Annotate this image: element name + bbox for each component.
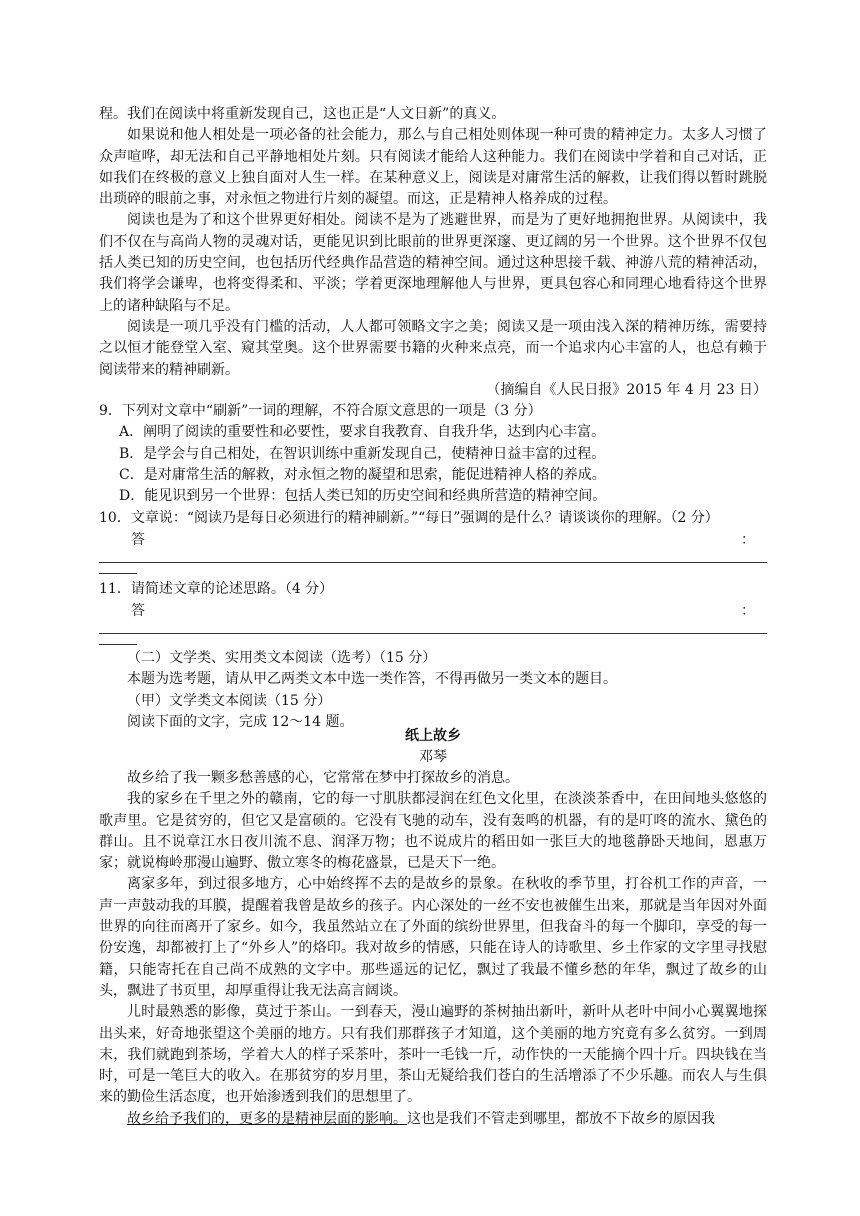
section2-subheading: （甲）文学类文本阅读（15 分） [127,692,332,709]
q9-stem: 9．下列对文章中“刷新”一词的理解，不符合原文意思的一项是（3 分） [99,403,542,419]
section2-heading: （二）文学类、实用类文本阅读（选考）（15 分） [127,650,437,666]
q10-stem: 10．文章说：“阅读乃是每日必须进行的精神刷新。”“每日”强调的是什么？请谈谈你的理解。（2 分） [99,510,719,526]
article-paragraph-2: 阅读也是为了和这个世界更好相处。阅读不是为了逃避世界，而是为了更好地拥抱世界。从阅读中，我们不仅在与高尚人物的灵魂对话，更能见识到比眼前的世界更深邃、更辽阔的另一个世界。这个世界不仅包括人类已知的历史空间，也包括历代经典作品营造的精神空间。通过这种思接千载、神游八荒的精神活动，我们将学会谦卑，也将变得柔和、平淡；学着更深地理解他人与世界，更具包容心和同理心地看待这个世界上的诸种缺陷与不足。 [99,212,767,314]
story-author: 邓琴 [419,749,447,765]
q10-answer-row [99,529,767,550]
q10-answer-colon: ： [741,532,755,549]
source-line [99,380,767,401]
story-paragraph-5 [99,1109,767,1130]
q9-option-d: D．能见识到另一个世界：包括人类已知的历史空间和经典所营造的精神空间。 [119,488,607,505]
q9-option-a: A．阐明了阅读的重要性和必要性，要求自我教育、自我升华，达到内心丰富。 [119,424,606,441]
q11-answer-line-end [99,644,137,645]
q11-stem: 11．请简述文章的论述思路。（4 分） [99,581,334,597]
q11-answer-row [99,600,767,621]
story-paragraph-1: 故乡给了我一颗多愁善感的心，它常常在梦中打探故乡的消息。 [127,770,519,786]
article-paragraph-3: 阅读是一项几乎没有门槛的活动，人人都可领略文字之美；阅读又是一项由浅入深的精神历练，需要持之以恒才能登堂入室、窥其堂奥。这个世界需要书籍的火种来点亮，而一个追求内心丰富的人，也总有赖于阅读带来的精神刷新。 [99,318,767,378]
section-2 [99,648,767,733]
story-paragraph-3: 离家多年，到过很多地方，心中始终挥不去的是故乡的景象。在秋收的季节里，打谷机工作的声音，一声一声鼓动我的耳膜，提醒着我曾是故乡的孩子。内心深处的一丝不安也被催生出来，那就是当年因对外面世界的向往而离开了家乡。如今，我虽然站立在了外面的缤纷世界里，但我奋斗的每一个脚印，享受的每一份安逸，却都被打上了“外乡人”的烙印。我对故乡的情感，只能在诗人的诗歌里、乡土作家的文字里寻找慰籍，只能寄托在自己尚不成熟的文字中。那些遥远的记忆，飘过了我最不懂乡愁的年华，飘过了故乡的山头，飘进了书页里，却厚重得让我无法高言阔谈。 [99,876,767,999]
story-paragraph-4: 儿时最熟悉的影像，莫过于茶山。一到春天，漫山遍野的茶树抽出新叶，新叶从老叶中间小心翼翼地探出头来，好奇地张望这个美丽的地方。只有我们那群孩子才知道，这个美丽的地方究竟有多么贫穷。一到周末，我们就跑到茶场，学着大人的样子采茶叶，茶叶一毛钱一斤，动作快的一天能摘个四十斤。四块钱在当时，可是一笔巨大的收入。在那贫穷的岁月里，茶山无疑给我们苍白的生活增添了不少乐趣。而农人与生俱来的勤俭生活态度，也开始渗透到我们的思想里了。 [99,1004,767,1106]
q11-answer-line[interactable] [99,633,767,634]
q10-answer-line[interactable] [99,562,767,563]
question-10 [99,508,767,574]
q11-answer-label: 答 [131,603,145,620]
question-9 [99,401,767,507]
article-paragraph-1: 如果说和他人相处是一项必备的社会能力，那么与自己相处则体现一种可贵的精神定力。太多人习惯了众声喧哗，却无法和自己平静地相处片刻。只有阅读才能给人这种能力。我们在阅读中学着和自己对话，正如我们在终极的意义上独自面对人生一样。在某种意义上，阅读是对庸常生活的解救，让我们得以暂时跳脱出琐碎的眼前之事，对永恒之物进行片刻的凝望。而这，正是精神人格养成的过程。 [99,127,767,208]
q10-answer-line-end [99,573,137,574]
story-paragraph-2: 我的家乡在千里之外的赣南，它的每一寸肌肤都浸润在红色文化里，在淡淡茶香中，在田间地头悠悠的歌声里。它是贫穷的，但它又是富硕的。它没有飞驰的动车，没有轰鸣的机器，有的是叮咚的流水、黛色的群山。且不说章江水日夜川流不息、润泽万物；也不说成片的稻田如一张巨大的地毯静卧天地间，恩惠万家；就说梅岭那漫山遍野、傲立寒冬的梅花盛景，已是天下一绝。 [99,791,767,872]
story-underlined-sentence: 故乡给予我们的，更多的是精神层面的影响。 [127,1110,407,1127]
q10-answer-label: 答 [131,532,145,549]
story-title: 纸上故乡 [405,728,461,744]
story-section [99,725,767,1130]
q11-answer-colon: ： [741,603,755,620]
q9-option-c: C．是对庸常生活的解救，对永恒之物的凝望和思索，能促进精神人格的养成。 [119,466,606,483]
section2-prompt: 阅读下面的文字，完成 12～14 题。 [127,713,354,730]
article-section [99,104,767,381]
q9-option-b: B．是学会与自己相处，在智识训练中重新发现自己，使精神日益丰富的过程。 [119,445,606,462]
article-source: （摘编自《人民日报》2015 年 4 月 23 日） [486,382,767,398]
story-paragraph-5-rest: 这也是我们不管走到哪里，都放不下故乡的原因我 [407,1110,715,1127]
article-paragraph-0: 程。我们在阅读中将重新发现自己，这也正是“人文日新”的真义。 [99,106,506,122]
section2-instruction: 本题为选考题，请从甲乙两类文本中选一类作答，不得再做另一类文本的题目。 [127,671,617,688]
question-11 [99,579,767,645]
